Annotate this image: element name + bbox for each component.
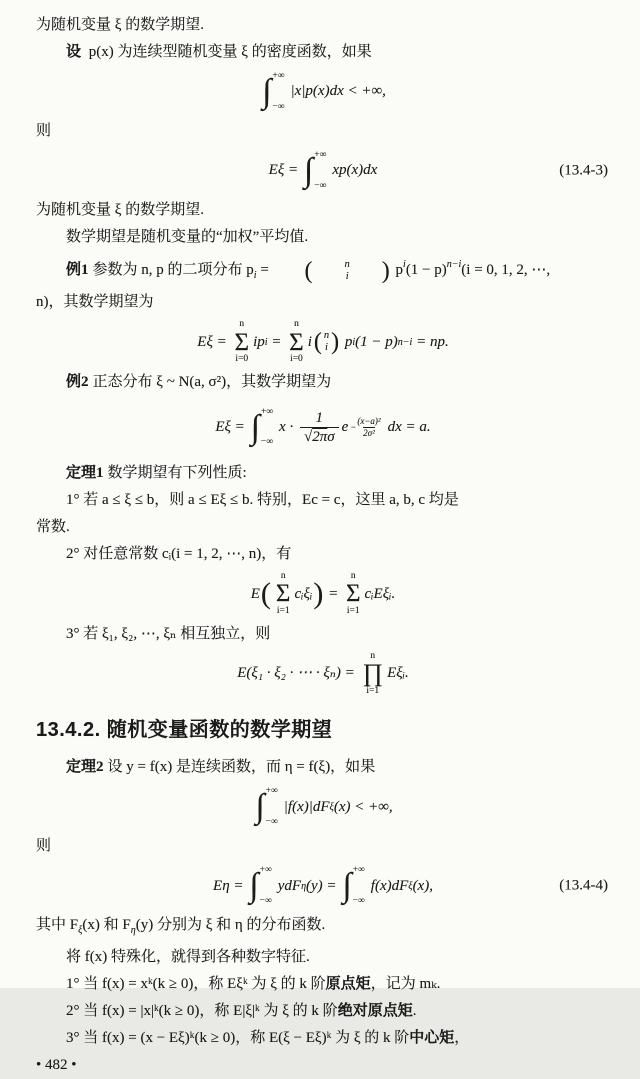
integral-operator <box>251 408 277 448</box>
lower-limit: i=0 <box>290 354 303 365</box>
exponent-fraction <box>357 417 380 439</box>
math-expression <box>215 408 430 448</box>
text-run: 将 f(x) 特殊化，就得到各种数字特征. <box>66 949 310 966</box>
integral-limits <box>272 72 284 112</box>
text-run: dx = a. <box>387 419 431 436</box>
sum-operator <box>289 319 304 366</box>
subscript: i <box>264 336 268 348</box>
text-run: E <box>250 585 260 602</box>
text-run: 为随机变量 ξ 的数学期望. <box>36 17 204 33</box>
integral-sign: ∫ <box>342 867 352 905</box>
upper-limit: n <box>294 319 299 329</box>
text-run: x · <box>279 419 297 436</box>
math-expression <box>197 319 448 366</box>
right-paren: ) <box>331 329 340 356</box>
body-line-moment1 <box>36 971 610 998</box>
body-line-theorem2 <box>36 754 610 781</box>
section-heading: 13.4.2. 随机变量函数的数学期望 <box>36 719 333 742</box>
lower-limit: −∞ <box>352 895 365 906</box>
text-run: 参数为 n, p 的二项分布 p <box>92 262 254 278</box>
text-run: ip <box>253 333 265 350</box>
subscript: ξ <box>329 801 334 813</box>
text-run: 3° 当 f(x) = (x − Eξ)ᵏ(k ≥ 0)，称 E(ξ − Eξ)ᵏ 为 ξ 的 k 阶 <box>66 1030 410 1047</box>
text-run: 正态分布 ξ ~ N(a, σ²)，其数学期望为 <box>92 373 332 390</box>
sigma-sign: Σ <box>289 328 304 356</box>
upper-limit: n <box>239 319 245 329</box>
text-run: |x|p(x)dx < +∞, <box>290 83 386 100</box>
math-expression <box>237 651 409 698</box>
text-run: E(ξ₁ · ξ₂ · ⋯ · ξₙ) = <box>237 665 359 682</box>
body-line <box>36 289 610 316</box>
sum-operator <box>346 571 361 618</box>
text-run: p(x) 为连续型随机变量 ξ 的密度函数，如果 <box>85 44 372 60</box>
right-paren: ) <box>313 577 324 611</box>
body-line-moment3 <box>36 1025 610 1052</box>
formula-13-4-4 <box>36 863 610 909</box>
text-run: = <box>256 262 273 278</box>
text-run: (1 − p) <box>355 333 398 350</box>
radicand: 2π <box>312 428 328 445</box>
text-run: e <box>341 419 349 436</box>
upper-limit: +∞ <box>260 406 274 417</box>
bold-term: 中心矩 <box>409 1030 455 1047</box>
body-line-example2 <box>36 369 610 396</box>
text-run: (y) 分别为 ξ 和 η 的分布函数. <box>135 917 326 934</box>
text-run: ，记为 mₖ. <box>370 976 441 993</box>
text-run: 为随机变量 ξ 的数学期望. <box>36 202 204 218</box>
integral-sign: ∫ <box>303 152 314 189</box>
upper-limit: +∞ <box>352 865 365 876</box>
text-run: Eξ = <box>215 419 249 436</box>
formula-13-4-3 <box>36 148 610 194</box>
sigma-sign: Σ <box>234 328 250 356</box>
text-run: |f(x)|dF <box>283 798 330 815</box>
lower-limit: i=1 <box>276 606 290 616</box>
integral-sign: ∫ <box>250 408 260 446</box>
text-run: 3° 若 ξ₁, ξ₂, ⋯, ξₙ 相互独立，则 <box>66 625 271 642</box>
text-run: (y) = <box>306 877 341 894</box>
numerator: 1 <box>315 409 324 426</box>
text-run: (x) 和 F <box>82 917 131 934</box>
text-run: 2° 当 f(x) = |x|ᵏ(k ≥ 0)，称 E|ξ|ᵏ 为 ξ 的 k 阶 <box>66 1003 338 1020</box>
binomial-top: n <box>323 330 330 342</box>
text-run: 其中 F <box>36 917 79 934</box>
formula-independence-product <box>36 651 610 698</box>
integral-limits <box>353 866 365 906</box>
text-run: 2° 对任意常数 cᵢ(i = 1, 2, ⋯, n)，有 <box>66 545 292 562</box>
formula-normal-expectation <box>36 399 610 457</box>
text-run: 设 y = f(x) 是连续函数，而 η = f(ξ)，如果 <box>107 759 376 776</box>
text-run: 1° 若 a ≤ ξ ≤ b，则 a ≤ Eξ ≤ b. 特别，Ec = c，这里 a, b, c 均是 <box>66 491 459 508</box>
body-line <box>36 197 610 224</box>
keyword-label: 设 <box>66 44 82 60</box>
upper-limit: +∞ <box>265 786 278 797</box>
text-run: = <box>267 333 286 350</box>
equation-tag: (13.4-3) <box>559 162 608 179</box>
pi-sign: ∏ <box>362 660 384 687</box>
subscript: i <box>253 270 257 281</box>
denominator: 2σ² <box>363 427 375 438</box>
text-run: cᵢξᵢ <box>294 585 313 602</box>
body-line <box>36 224 610 251</box>
fraction <box>300 410 339 447</box>
text-run: cᵢEξᵢ. <box>364 585 396 602</box>
integral-limits <box>314 151 326 191</box>
sigma-sign: Σ <box>275 580 291 608</box>
theorem-label: 定理2 <box>66 759 104 776</box>
superscript: n−i <box>446 259 462 270</box>
binomial-stack <box>313 259 352 283</box>
lower-limit: −∞ <box>260 437 274 448</box>
formula-integrability-condition <box>36 69 610 115</box>
left-paren: ( <box>304 257 313 284</box>
left-paren: ( <box>313 329 322 356</box>
math-expression <box>269 151 378 191</box>
body-line <box>36 541 610 568</box>
text-run: 则 <box>36 838 52 855</box>
integral-operator <box>262 72 288 112</box>
text-run: 1° 当 f(x) = xᵏ(k ≥ 0)，称 Eξᵏ 为 ξ 的 k 阶 <box>66 976 326 993</box>
subscript: η <box>301 880 307 892</box>
text-run: = <box>324 585 342 602</box>
integral-sign: ∫ <box>262 73 272 110</box>
text-run: p <box>391 262 404 278</box>
superscript: n−i <box>397 336 413 348</box>
lower-limit: i=1 <box>366 685 380 696</box>
text-run: xp(x)dx <box>332 162 378 179</box>
formula-linearity <box>36 571 610 618</box>
integral-operator <box>255 787 281 827</box>
binomial-top: n <box>344 258 350 270</box>
subscript: ξ <box>78 925 83 937</box>
text-run: = np. <box>412 333 449 350</box>
body-line-example1 <box>36 251 610 289</box>
integral-sign: ∫ <box>249 867 259 905</box>
binomial-coefficient <box>275 259 390 283</box>
text-run: . <box>412 1003 417 1020</box>
body-line <box>36 833 610 860</box>
lower-limit: −∞ <box>272 101 285 112</box>
lower-limit: −∞ <box>265 816 278 827</box>
integral-operator <box>249 866 275 906</box>
text-run: 数学期望是随机变量的“加权”平均值. <box>66 229 309 245</box>
body-line-theorem1 <box>36 460 610 487</box>
superscript: i <box>403 259 406 270</box>
denominator <box>300 427 339 446</box>
lower-limit: i=1 <box>346 606 360 616</box>
minus-sign: − <box>350 421 357 432</box>
text-run: (1 − p) <box>405 262 447 278</box>
integral-operator <box>304 151 330 191</box>
text-run: Eξᵢ. <box>387 665 409 682</box>
math-expression <box>260 72 386 112</box>
bold-term: 原点矩 <box>325 976 371 993</box>
text-run: f(x)dF <box>370 877 409 894</box>
text-run: Eξ = <box>197 333 231 350</box>
integral-sign: ∫ <box>255 788 265 826</box>
page-number: • 482 • <box>36 1057 77 1074</box>
math-expression <box>251 571 396 618</box>
upper-limit: n <box>280 570 286 581</box>
text-run: 常数. <box>36 518 70 535</box>
body-line <box>36 12 610 39</box>
upper-limit: n <box>370 650 376 661</box>
numerator: (x−a)² <box>357 415 381 426</box>
upper-limit: +∞ <box>314 150 327 160</box>
text-run: (i = 0, 1, 2, ⋯, <box>461 262 551 278</box>
body-line <box>36 39 610 66</box>
equation-tag: (13.4-4) <box>559 877 608 894</box>
sigma-sign: Σ <box>345 580 361 608</box>
text-run: σ <box>327 428 335 445</box>
text-run: ydF <box>277 877 302 894</box>
upper-limit: +∞ <box>272 71 285 81</box>
integral-operator <box>342 866 368 906</box>
lower-limit: −∞ <box>314 180 327 191</box>
text-run: (x), <box>412 877 433 894</box>
lower-limit: −∞ <box>259 895 272 906</box>
text-run: n)，其数学期望为 <box>36 294 154 310</box>
radical-sign: √ <box>303 428 313 445</box>
theorem-label: 定理1 <box>66 464 104 481</box>
binomial-bottom: i <box>325 342 328 354</box>
math-expression <box>253 787 392 827</box>
body-line <box>36 514 610 541</box>
product-operator <box>363 651 384 698</box>
bold-term: 绝对原点矩 <box>337 1003 413 1020</box>
binomial-stack <box>322 330 331 354</box>
binomial-bottom: i <box>345 270 349 282</box>
formula-integrability-condition-2 <box>36 784 610 830</box>
text-run: p <box>341 333 353 350</box>
text-run: 则 <box>36 123 52 139</box>
right-paren: ) <box>381 257 390 284</box>
integral-limits <box>266 787 278 827</box>
subscript: η <box>130 925 136 937</box>
text-run: ， <box>454 1030 470 1047</box>
body-line <box>36 118 610 145</box>
example-label: 例1 <box>66 262 89 278</box>
text-run: i <box>307 333 312 350</box>
binomial-coefficient <box>314 330 339 354</box>
body-line <box>36 487 610 514</box>
superscript: i <box>352 336 356 348</box>
subscript: ξ <box>408 880 413 892</box>
left-paren: ( <box>260 577 271 611</box>
exponent <box>350 417 380 439</box>
text-run: (x) < +∞, <box>333 798 393 815</box>
text-run: 数学期望有下列性质: <box>107 464 247 481</box>
body-line-moment2 <box>36 998 610 1025</box>
body-line <box>36 621 610 648</box>
integral-limits <box>261 408 273 448</box>
sum-operator <box>235 319 250 366</box>
example-label: 例2 <box>66 373 89 390</box>
formula-binomial-expectation <box>36 319 610 366</box>
body-line <box>36 912 610 944</box>
text-run: Eξ = <box>268 162 302 179</box>
integral-limits <box>260 866 272 906</box>
lower-limit: i=0 <box>235 354 249 365</box>
upper-limit: n <box>350 570 356 581</box>
text-run: Eη = <box>213 877 248 894</box>
sum-operator <box>276 571 291 618</box>
body-line <box>36 944 610 971</box>
upper-limit: +∞ <box>259 865 272 876</box>
math-expression <box>213 866 433 906</box>
